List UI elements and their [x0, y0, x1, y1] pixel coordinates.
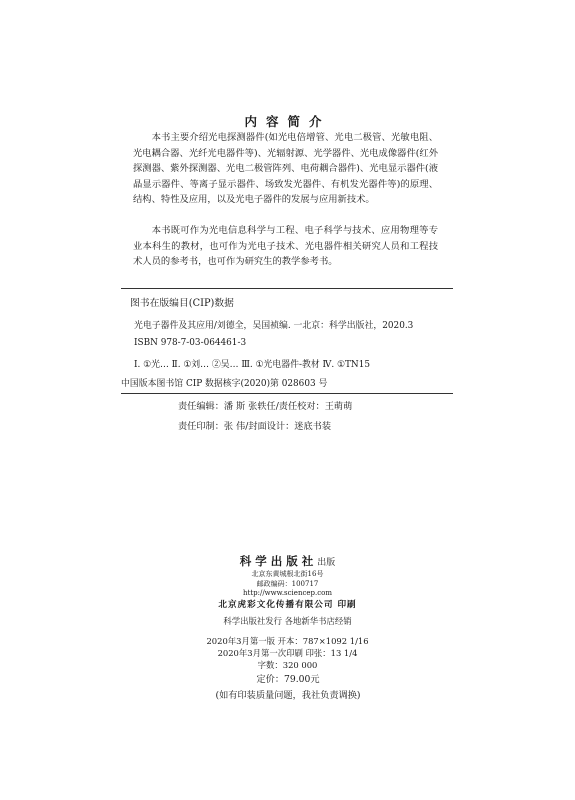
- quality-note: (如有印装质量问题，我社负责调换): [215, 690, 361, 701]
- distributor-line: 科学出版社发行 各地新华书店经销: [223, 616, 352, 626]
- publisher-website: http://www.sciencep.com: [242, 589, 332, 597]
- publisher-suffix: 出版: [317, 558, 336, 568]
- publisher-address: 北京东黄城根北街16号: [251, 570, 324, 578]
- production-credits: 责任印制：张 伟/封面设计：迷底书装: [178, 421, 332, 432]
- summary-heading: 内容简介: [244, 114, 331, 129]
- cip-bibliographic-line: 光电子器件及其应用/刘德全，吴国祯编. 一北京：科学出版社，2020.3: [134, 321, 414, 331]
- cip-title: 图书在版编目(CIP)数据: [130, 298, 234, 309]
- printer-line: 北京虎彩文化传播有限公司 印刷: [218, 600, 357, 610]
- price-block: [213, 672, 363, 704]
- word-count: 字数：320 000: [257, 660, 318, 670]
- publisher-postcode: 邮政编码：100717: [256, 580, 319, 588]
- price: 定价：79.00元: [256, 674, 320, 685]
- summary-paragraph-1: 本书主要介绍光电探测器件(如光电倍增管、光电二极管、光敏电阻、光电耦合器、光纤光电器件等)、光辐射源、光学器件、光电成像器件(红外探测器、紫外探测器、光电二极管阵列、电荷耦合器件)、光电显示器件(液晶显示器件、等离子显示器件、场致发光器件、有机发光器件等)的原理、结构、特性及应用，以及光电子器件的发展与应用新技术。: [133, 132, 438, 206]
- edition-line-2: 2020年3月第一次印刷 印张：13 1/4: [217, 648, 358, 658]
- editor-credits: 责任编辑：潘 斯 张轶任/责任校对：王萌萌: [178, 401, 353, 412]
- cip-record-number: 中国版本图书馆 CIP 数据核字(2020)第 028603 号: [121, 379, 328, 389]
- summary-paragraph-2: 本书既可作为光电信息科学与工程、电子科学与技术、应用物理等专业本科生的教材，也可作为光电子技术、光电器件相关研究人员和工程技术人员的参考书，也可作为研究生的教学参考书。: [133, 225, 438, 268]
- edition-line-1: 2020年3月第一版 开本：787×1092 1/16: [206, 636, 369, 646]
- publisher-name: [0, 553, 575, 569]
- publisher-name-text: 科学出版社: [239, 554, 318, 568]
- cip-isbn: ISBN 978-7-03-064461-3: [134, 338, 247, 348]
- cip-subject-line: Ⅰ. ①光… Ⅱ. ①刘… ②吴… Ⅲ. ①光电器件-教材 Ⅳ. ①TN15: [134, 360, 370, 370]
